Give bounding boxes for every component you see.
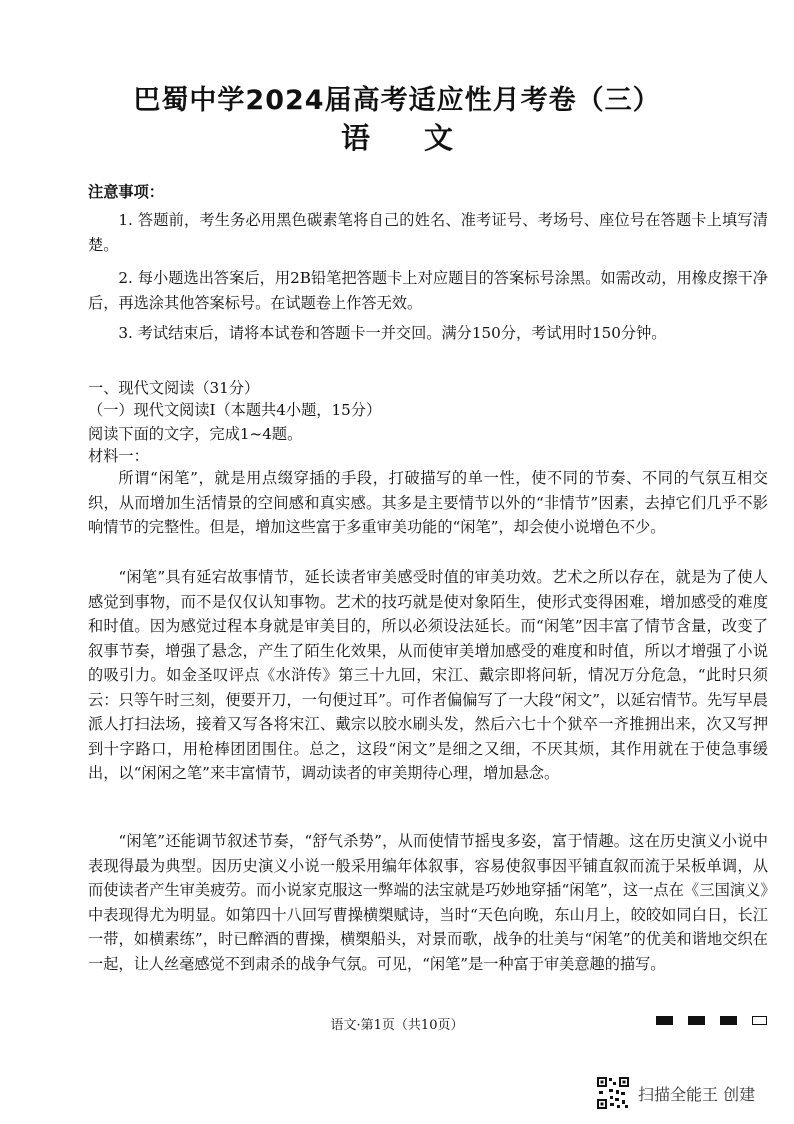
registration-mark xyxy=(720,1016,737,1025)
paragraph-1: 所谓“闲笔”，就是用点缀穿插的手段，打破描写的单一性，使不同的节奏、不同的气氛互相交织，从而增加生活情景的空间感和真实感。其多是主要情节以外的“非情节”因素，去掉它们几乎不影响情节的完整性。但是，增加这些富于多重审美功能的“闲笔”，却会使小说增色不少。 xyxy=(88,469,768,536)
page-footer: 语文·第1页（共10页） xyxy=(330,1018,464,1033)
section-instruction: 阅读下面的文字，完成1~4题。 xyxy=(88,425,303,443)
note-item-3: 3. 考试结束后，请将本试卷和答题卡一并交回。满分150分，考试用时150分钟。 xyxy=(118,324,667,342)
note-item-2: 2. 每小题选出答案后，用2B铅笔把答题卡上对应题目的答案标号涂黑。如需改动，用橡皮擦干净后，再选涂其他答案标号。在试题卷上作答无效。 xyxy=(88,269,768,312)
notes-heading: 注意事项： xyxy=(88,183,164,201)
paragraph-2: “闲笔”具有延宕故事情节，延长读者审美感受时值的审美功效。艺术之所以存在，就是为了使人感觉到事物，而不是仅仅认知事物。艺术的技巧就是使对象陌生，使形式变得困难，增加感受的难度和时值。因为感觉过程本身就是审美目的，所以必须设法延长。而“闲笔”因丰富了情节含量，改变了叙事节奏，增强了悬念，产生了陌生化效果，从而使审美增加感受的难度和时值，所以才增强了小说的吸引力。如金圣叹评点《水浒传》第三十九回，宋江、戴宗即将问斩，情况万分危急，“此时只须云：只等午时三刻，便要开刀，一句便过耳”。可作者偏偏写了一大段“闲文”，以延宕情节。先写早晨派人打扫法场，接着又写各将宋江、戴宗以胶水刷头发，然后六七十个狱卒一齐推拥出来，次又写押到十字路口，用枪棒团团围住。总之，这段“闲文”是细之又细，不厌其烦，其作用就在于使急事缓出，以“闲闲之笔”来丰富情节，调动读者的审美期待心理，增加悬念。 xyxy=(88,568,768,782)
note-item-1: 1. 答题前，考生务必用黑色碳素笔将自己的姓名、准考证号、考场号、座位号在答题卡上填写清楚。 xyxy=(88,211,768,254)
section-subheading: （一）现代文阅读Ⅰ（本题共4小题，15分） xyxy=(88,401,382,419)
qr-code-icon xyxy=(596,1076,630,1110)
registration-mark xyxy=(656,1016,673,1025)
scanner-watermark: 扫描全能王 创建 xyxy=(638,1085,756,1104)
material-label: 材料一： xyxy=(88,447,149,465)
subject-title: 语 文 xyxy=(340,121,476,155)
exam-title: 巴蜀中学2024届高考适应性月考卷（三） xyxy=(133,85,661,116)
paragraph-3: “闲笔”还能调节叙述节奏，“舒气杀势”，从而使情节摇曳多姿，富于情趣。这在历史演义小说中表现得最为典型。因历史演义小说一般采用编年体叙事，容易使叙事因平铺直叙而流于呆板单调，从而使读者产生审美疲劳。而小说家克服这一弊端的法宝就是巧妙地穿插“闲笔”，这一点在《三国演义》中表现得尤为明显。如第四十八回写曹操横槊赋诗，当时“天色向晚，东山月上，皎皎如同白日，长江一带，如横素练”，时已醉酒的曹操，横槊船头，对景而歌，战争的壮美与“闲笔”的优美和谐地交织在一起，让人丝毫感觉不到肃杀的战争气氛。可见，“闲笔”是一种富于审美意趣的描写。 xyxy=(88,832,768,973)
registration-mark xyxy=(688,1016,705,1025)
section-heading: 一、现代文阅读（31分） xyxy=(88,379,260,397)
registration-mark-hollow xyxy=(752,1016,767,1025)
